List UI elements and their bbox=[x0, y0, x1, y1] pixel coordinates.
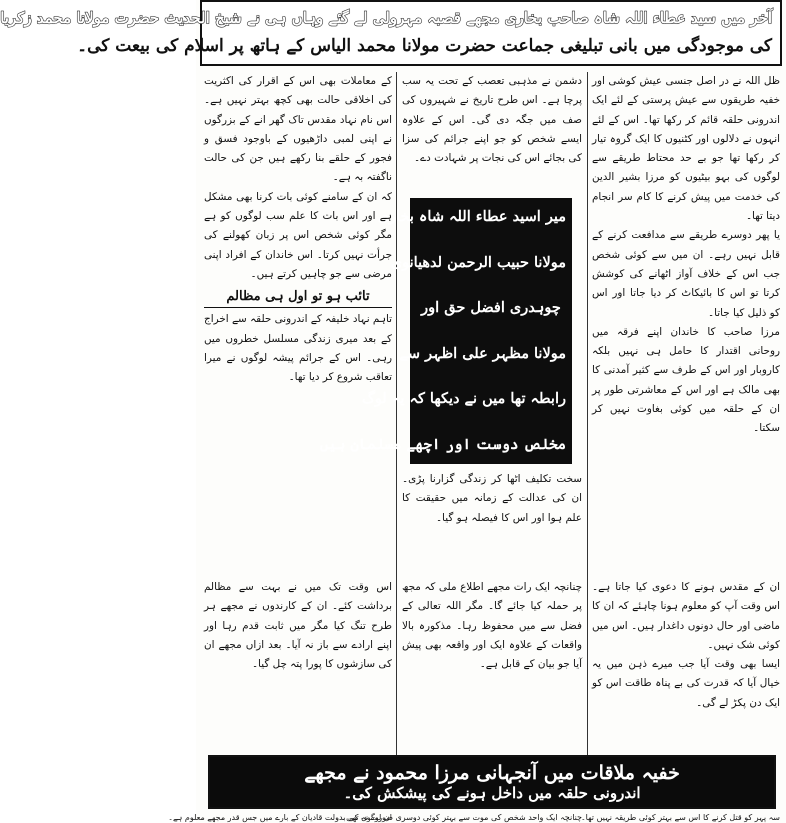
pull-quote-line: مولانا حبیب الرحمن لدھیانوی bbox=[390, 253, 566, 271]
headline-line-2: اندرونی حلقہ میں داخل ہونے کی پیشکش کی۔ bbox=[343, 784, 641, 803]
article-column-middle bbox=[402, 72, 582, 196]
pull-quote-line: مخلص دوست اور اچھے مسلمان ہیں bbox=[319, 435, 566, 453]
banner-line-1: آخر میں سید عطاء اللہ شاہ صاحب بخاری مجھے قصبہ مہرولی لے گئے وہاں ہی نے شیخ الحدیث حضرت مولانا محمد زکریا bbox=[0, 9, 772, 28]
paragraph: تاہم نہاد خلیفہ کے اندرونی حلقہ سے اخراج کے بعد میری زندگی مسلسل خطروں میں رہی۔ اس کے جرائم پیشہ لوگوں نے میرا تعاقب شروع کر دیا تھا۔ bbox=[204, 313, 392, 384]
lower-column-middle bbox=[402, 578, 582, 750]
column-divider bbox=[396, 72, 397, 758]
bottom-text-right: سہ پہر کو قتل کرنے کا اس سے بہتر کوئی طریقہ نہیں تھا۔ bbox=[580, 813, 780, 822]
top-banner bbox=[0, 0, 782, 66]
article-column-right bbox=[592, 72, 780, 570]
pull-quote-line: رابطہ تھا میں نے دیکھا کہ یہ لوگ bbox=[361, 390, 566, 408]
pull-quote-line: مولانا مظہر علی اظہر سے bbox=[399, 344, 566, 362]
headline-line-1: خفیہ ملاقات میں آنجہانی مرزا محمود نے مجھے bbox=[304, 761, 680, 784]
paragraph: چنانچہ ایک رات مجھے اطلاع ملی کہ مجھ پر حملہ کیا جائے گا۔ مگر اللہ تعالی کے فضل سے میں محفوظ رہا۔ مذکورہ بالا واقعات کے علاوہ ایک اور واقعہ بھی پیش آیا جو بیان کے قابل ہے۔ bbox=[402, 581, 582, 671]
article-column-middle-lower bbox=[402, 470, 582, 570]
bottom-text-left: ان لوگوں کی بدولت قادیان کے بارے میں جس قدر مجھے معلوم ہے۔ bbox=[168, 813, 392, 822]
bottom-text-middle: چنانچہ ایک واحد شخص کی موت سے بہتر کوئی دوسری صورت نہ تھی۔ bbox=[341, 813, 582, 822]
paragraph: دشمن نے مذہبی تعصب کے تحت یہ سب پرچا ہے۔ اس طرح تاریخ نے شہیروں کی صف میں جگہ دی گی۔ اس کے علاوہ ایسے شخص کو جو اپنے جرائم کی سزا کی بجائے اس کی نجات پر شہادت دے۔ bbox=[402, 75, 582, 165]
paragraph: ظل اللہ نے در اصل جنسی عیش کوشی اور خفیہ طریقوں سے عیش پرستی کے لئے ایک اندرونی حلقہ قائم کر رکھا تھا۔ اس کے لئے انہوں نے دلالوں اور کٹنیوں کا ایک گروہ تیار کر رکھا تھا جو بے حد محتاط طریقے سے لوگوں کی بہو بیٹیوں کو مرزا بشیر الدین کی خدمت میں پیش کرنے کا کام سر انجام دیتا تھا۔ bbox=[592, 75, 780, 223]
article-column-left bbox=[204, 72, 392, 570]
sub-heading: تائب ہو تو اول ہی مظالم bbox=[204, 286, 392, 308]
column-divider bbox=[587, 72, 588, 758]
paragraph: اس وقت تک میں نے بہت سے مظالم برداشت کئے۔ ان کے کارندوں نے مجھے ہر طرح تنگ کیا مگر میں ثابت قدم رہا اور اپنے ارادے سے باز نہ آیا۔ بعد ازاں مجھے ان کی سازشوں کا پورا پتہ چل گیا۔ bbox=[204, 581, 392, 671]
pull-quote-box bbox=[319, 198, 572, 464]
pull-quote-line: میر اسید عطاء اللہ شاہ بخاری bbox=[377, 208, 566, 225]
banner-line-2: کی موجودگی میں بانی تبلیغی جماعت حضرت مولانا محمد الیاس کے ہاتھ پر اسلام کی بیعت کی۔ bbox=[77, 36, 772, 57]
lower-column-left bbox=[204, 578, 392, 750]
paragraph: ان کے مقدس ہونے کا دعوی کیا جاتا ہے۔ اس وقت آپ کو معلوم ہونا چاہئے کہ ان کا ماضی اور حال دونوں داغدار ہیں۔ اس میں کوئی شک نہیں۔ bbox=[592, 581, 780, 651]
paragraph: کے معاملات بھی اس کے اقرار کی اکثریت کی اخلاقی حالت بھی کچھ بہتر نہیں ہے۔ اس نام نہاد مقدس تاک گھر انے کے بزرگوں نے اپنی لمبی داڑھیوں کے باوجود فسق و فجور کے حلقے بنا رکھے ہیں جن کی حالت ناگفتہ بہ ہے۔ bbox=[204, 75, 392, 184]
pull-quote-line: چوہدری افضل حق اور bbox=[421, 299, 561, 317]
paragraph: مرزا صاحب کا خاندان اپنے فرقہ میں روحانی اقتدار کا حامل ہی نہیں بلکہ کاروبار اور اس کے طرف سے کثیر آمدنی کا بھی مالک ہے اور اس کے معاشرتی طور پر ان کے حلقہ میں کوئی بغاوت نہیں کر سکتا۔ bbox=[592, 325, 780, 435]
paragraph: سخت تکلیف اٹھا کر زندگی گزارنا پڑی۔ ان کی عدالت کے زمانہ میں حقیقت کا علم ہوا اور اس کا فیصلہ ہو گیا۔ bbox=[402, 473, 582, 524]
paragraph: یا پھر دوسرے طریقے سے مدافعت کرنے کے قابل نہیں رہے۔ ان میں سے کوئی شخص جب اس کے خلاف آواز اٹھانے کی کوشش کرتا تو اس کا بائیکاٹ کر دیا جاتا اور اس کو ذلیل کیا جاتا۔ bbox=[592, 229, 780, 319]
lower-column-right bbox=[592, 578, 780, 750]
paragraph: کہ ان کے سامنے کوئی بات کرنا بھی مشکل ہے اور اس بات کا علم سب لوگوں کو ہے مگر کوئی شخص اس پر زبان کھولنے کی جرأت نہیں کرتا۔ اس خاندان کے افراد اپنی مرضی سے جو چاہیں کرتے ہیں۔ bbox=[204, 190, 392, 280]
paragraph: ایسا بھی وقت آیا جب میرے ذہن میں یہ خیال آیا کہ قدرت کی بے پناہ طاقت اس کو ایک دن پکڑ لے گی۔ bbox=[592, 658, 780, 709]
secret-meeting-headline bbox=[208, 755, 776, 809]
